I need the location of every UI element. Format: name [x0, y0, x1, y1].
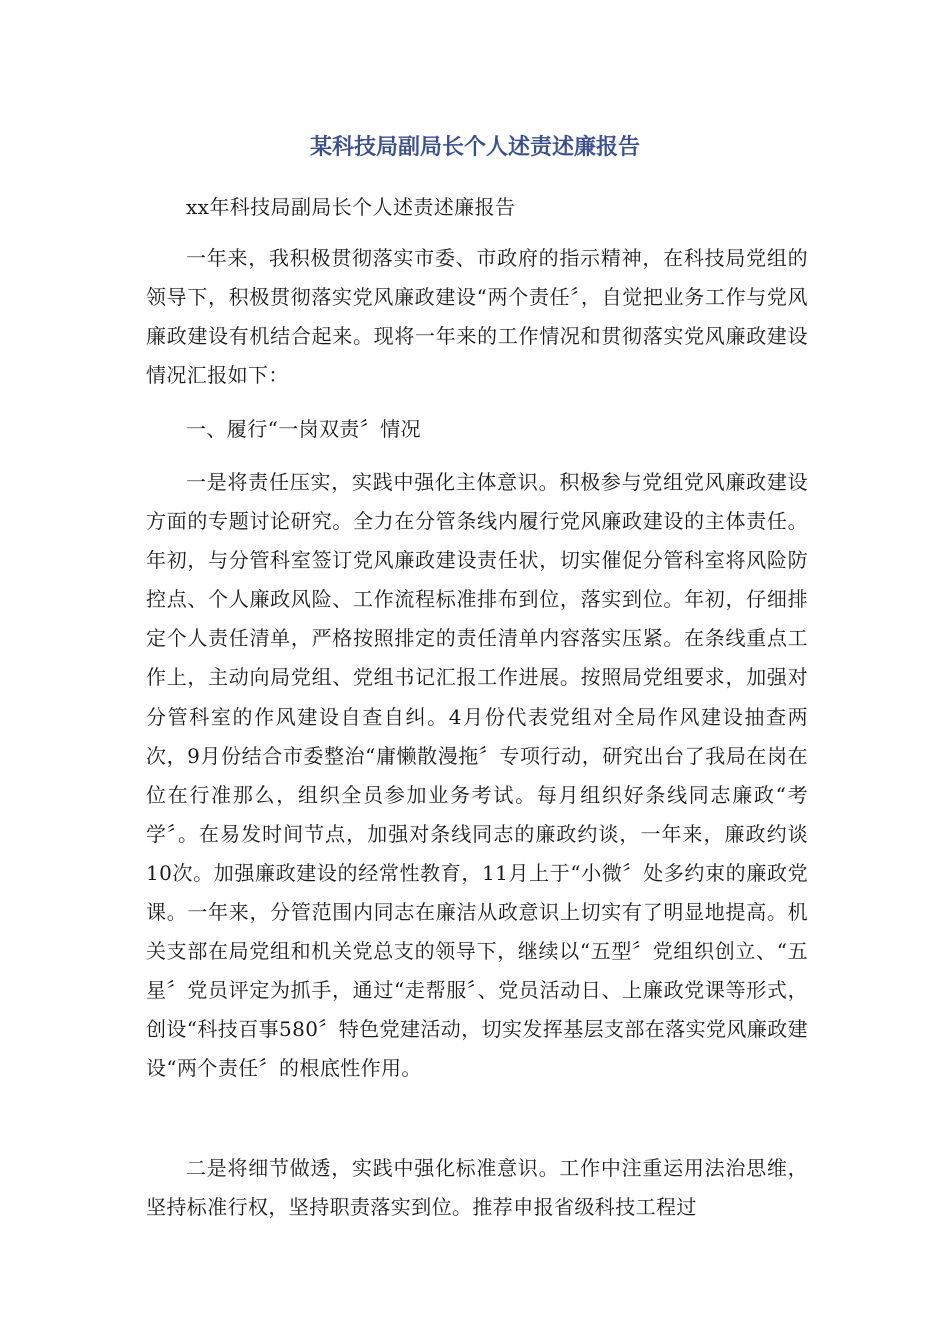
document-title: 某科技局副局长个人述责述廉报告: [309, 135, 640, 160]
paragraph-point-2: 二是将细节做透，实践中强化标准意识。工作中注重运用法治思维，坚持标准行权，坚持职责落实到位。推荐申报省级科技工程过: [146, 1156, 808, 1220]
paragraph-intro: 一年来，我积极贯彻落实市委、市政府的指示精神，在科技局党组的领导下，积极贯彻落实党风廉政建设“两个责任〞，自觉把业务工作与党风廉政建设有机结合起来。现将一年来的工作情况和贯彻落实党风廉政建设情况汇报如下：: [146, 246, 808, 388]
section-heading-1: 一、履行“一岗双责〞情况: [186, 417, 422, 441]
paragraph-point-1: 一是将责任压实，实践中强化主体意识。积极参与党组党风廉政建设方面的专题讨论研究。全力在分管条线内履行党风廉政建设的主体责任。年初，与分管科室签订党风廉政建设责任状，切实催促分管科室将风险防控点、个人廉政风险、工作流程标准排布到位，落实到位。年初，仔细排定个人责任清单，严格按照排定的责任清单内容落实压紧。在条线重点工作上，主动向局党组、党组书记汇报工作进展。按照局党组要求，加强对分管科室的作风建设自查自纠。4月份代表党组对全局作风建设抽查两次，9月份结合市委整治“庸懒散漫拖〞专项行动，研究出台了我局在岗在位在行准那么，组织全员参加业务考试。每月组织好条线同志廉政“考学〞。在易发时间节点，加强对条线同志的廉政约谈，一年来，廉政约谈10次。加强廉政建设的经常性教育，11月上于“小微〞处多约束的廉政党课。一年来，分管范围内同志在廉洁从政意识上切实有了明显地提高。机关支部在局党组和机关党总支的领导下，继续以“五型〞党组织创立、“五星〞党员评定为抓手，通过“走帮服〞、党员活动日、上廉政党课等形式，创设“科技百事580〞特色党建活动，切实发挥基层支部在落实党风廉政建设“两个责任〞的根底性作用。: [146, 470, 808, 1081]
document-subtitle: xx年科技局副局长个人述责述廉报告: [186, 195, 516, 219]
